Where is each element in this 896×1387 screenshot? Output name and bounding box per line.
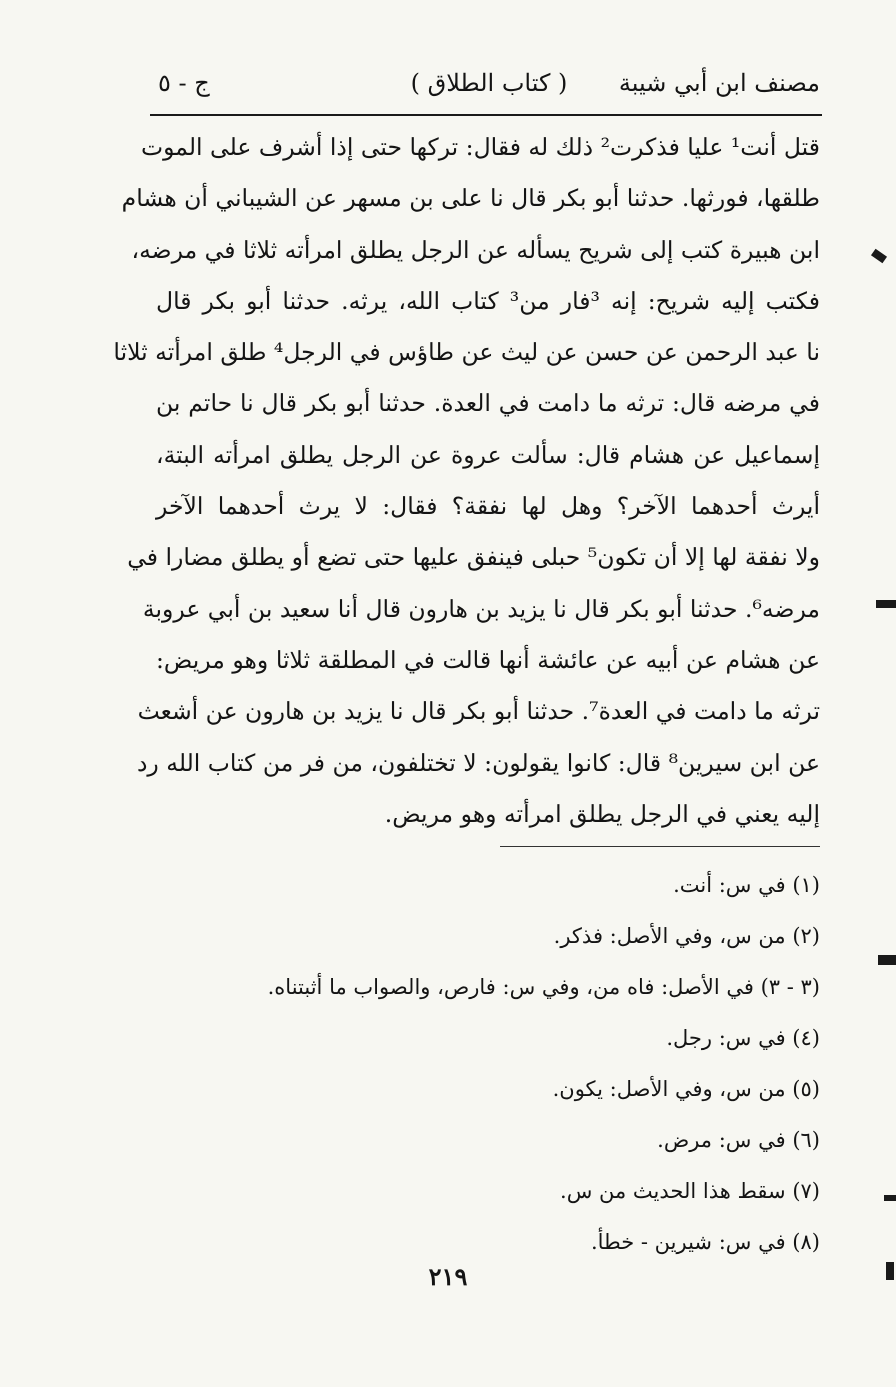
text-line: ولا نفقة لها إلا أن تكون⁵ حبلى فينفق عليها حتى تضع أو يطلق مضارا في — [127, 543, 820, 572]
footnote: (٦) في س: مرض. — [657, 1128, 820, 1152]
page-number: ٢١٩ — [428, 1262, 468, 1291]
footnote: (٨) في س: شيرين - خطأ. — [590, 1230, 820, 1254]
text-line: عن ابن سيرين⁸ قال: كانوا يقولون: لا تختلفون، من فر من كتاب الله رد — [136, 748, 820, 777]
scan-mark — [876, 600, 896, 608]
text-line: في مرضه قال: ترثه ما دامت في العدة. حدثنا أبو بكر قال نا حاتم بن — [156, 389, 820, 418]
text-line: فكتب إليه شريح: إنه ³فار من³ كتاب الله، يرثه. حدثنا أبو بكر قال — [156, 286, 820, 315]
main-text — [113, 122, 820, 840]
footnote: (٧) سقط هذا الحديث من س. — [560, 1179, 820, 1203]
text-line: قتل أنت¹ عليا فذكرت² ذلك له فقال: تركها حتى إذا أشرف على الموت — [140, 133, 820, 161]
footnotes — [156, 860, 820, 1268]
book-title: مصنف ابن أبي شيبة — [618, 69, 820, 97]
text-line: أيرث أحدهما الآخر؟ وهل لها نفقة؟ فقال: لا يرث أحدهما الآخر — [156, 492, 820, 521]
text-line: مرضه⁶. حدثنا أبو بكر قال نا يزيد بن هارون قال أنا سعيد بن أبي عروبة — [142, 594, 820, 623]
scan-mark — [884, 1195, 896, 1201]
footnote: (٤) في س: رجل. — [666, 1026, 820, 1050]
text-line: ابن هبيرة كتب إلى شريح يسأله عن الرجل يطلق امرأته ثلاثا في مرضه، — [131, 235, 820, 264]
text-line: عن هشام عن أبيه عن عائشة أنها قالت في المطلقة ثلاثا وهو مريض: — [156, 645, 820, 674]
footnote: (٢) من س، وفي الأصل: فذكر. — [553, 924, 820, 948]
running-header — [158, 62, 820, 104]
scan-mark — [886, 1262, 894, 1280]
text-line: نا عبد الرحمن عن حسن عن ليث عن طاؤس في الرجل⁴ طلق امرأته ثلاثا — [113, 338, 820, 367]
section-title: ( كتاب الطلاق ) — [410, 69, 568, 97]
scan-mark — [871, 249, 887, 264]
volume-number: ج - ٥ — [158, 69, 210, 97]
footnote-rule — [500, 846, 820, 847]
text-line: ترثه ما دامت في العدة⁷. حدثنا أبو بكر قال نا يزيد بن هارون عن أشعث — [137, 697, 820, 726]
scan-mark — [878, 955, 896, 965]
header-rule — [150, 114, 822, 116]
text-line: إسماعيل عن هشام قال: سألت عروة عن الرجل يطلق امرأته البتة، — [156, 440, 820, 469]
footnote: (٣ - ٣) في الأصل: فاه من، وفي س: فارص، والصواب ما أثبتناه. — [267, 975, 820, 999]
footnote: (١) في س: أنت. — [673, 873, 820, 897]
text-line: طلقها، فورثها. حدثنا أبو بكر قال نا على بن مسهر عن الشيباني أن هشام — [121, 184, 820, 213]
text-line: إليه يعني في الرجل يطلق امرأته وهو مريض. — [384, 799, 820, 828]
footnote: (٥) من س، وفي الأصل: يكون. — [552, 1077, 820, 1101]
